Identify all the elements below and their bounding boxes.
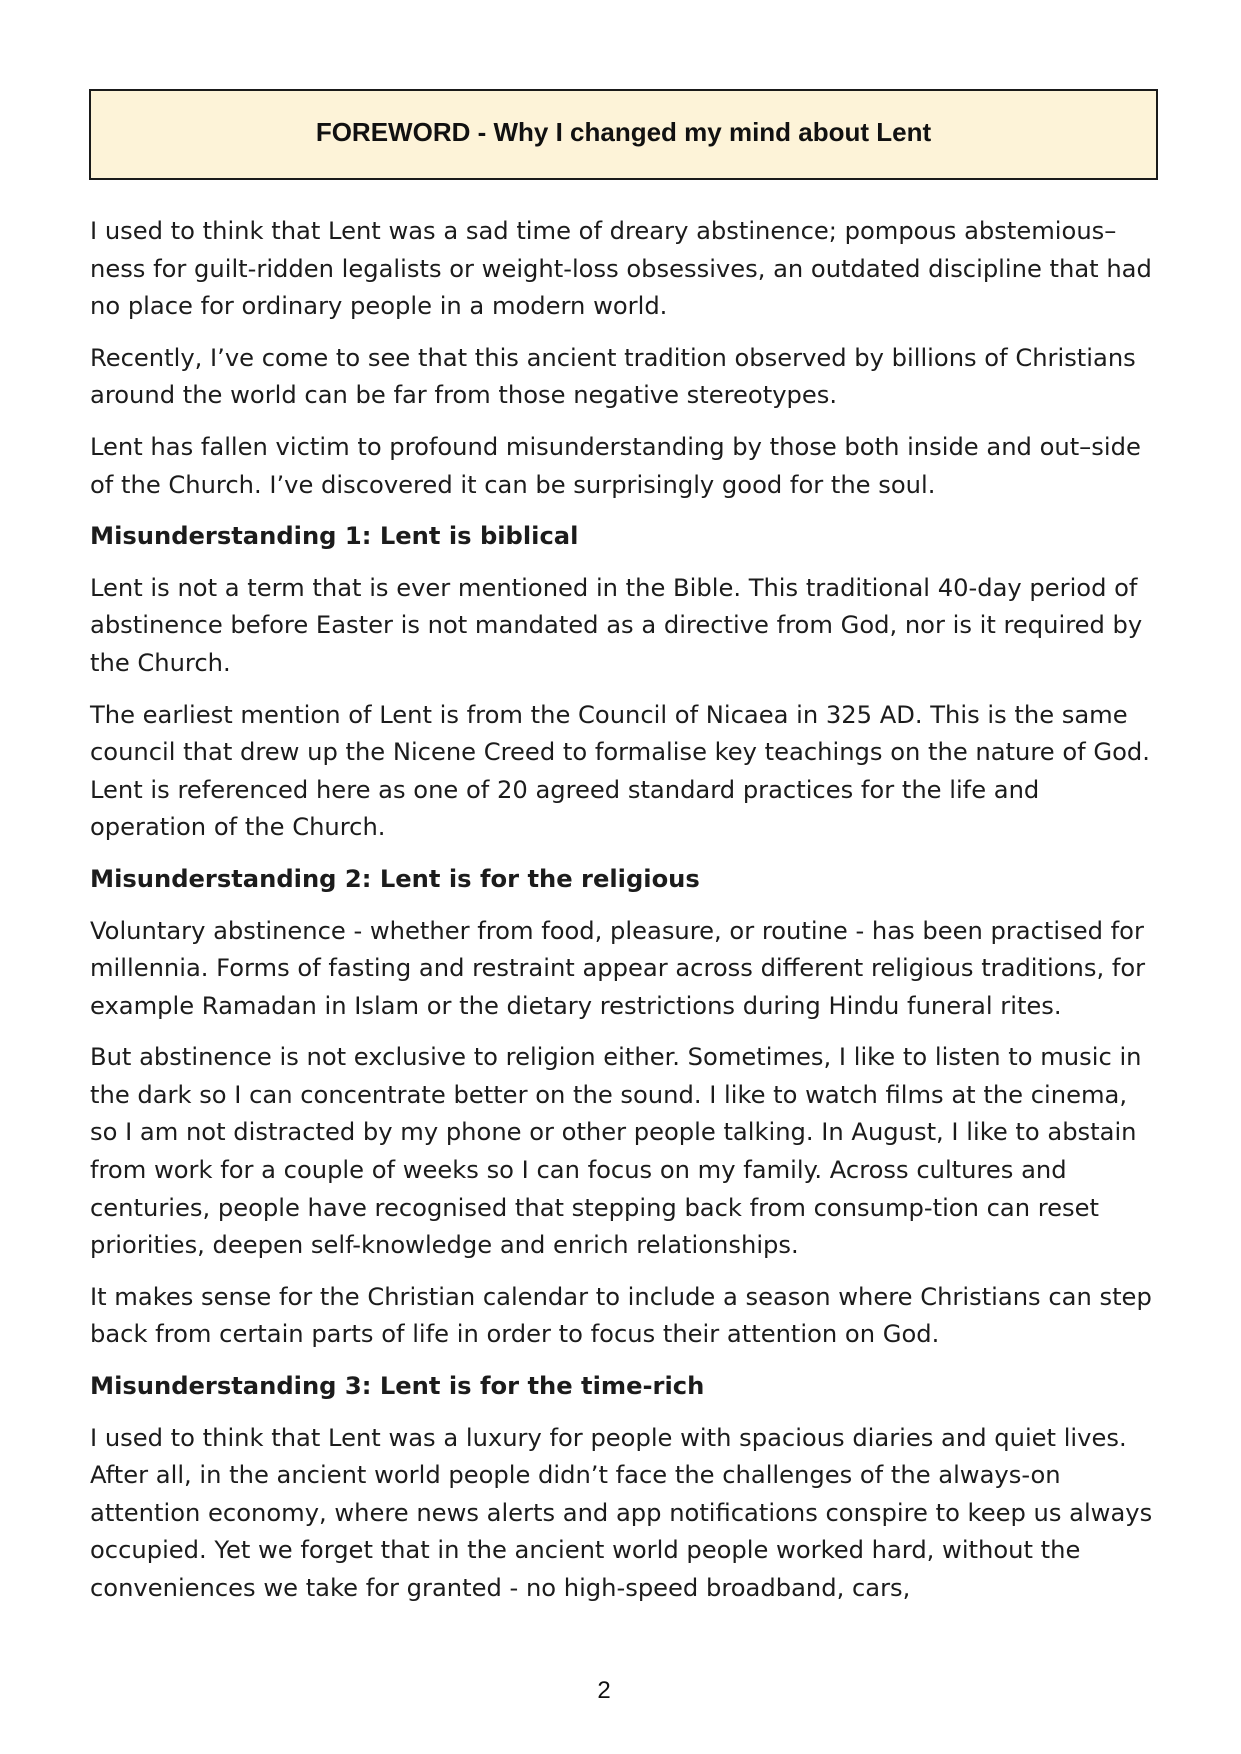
paragraph: Lent has fallen victim to profound misunderstanding by those both inside and out–side of the Church. I’ve discovered it can be surprisingly good for the soul. [90, 432, 1141, 499]
paragraph: I used to think that Lent was a luxury for people with spacious diaries and quiet lives. After all, in the ancient world people didn’t face the challenges of the always-on attention economy, where news alerts and app notifications conspire to keep us always occupied. Yet we forget that in the ancient world people worked hard, without the conveniences we take for granted - no high-speed broadband, cars, [90, 1423, 1153, 1602]
paragraph: Recently, I’ve come to see that this ancient tradition observed by billions of Christians around the world can be far from those negative stereotypes. [90, 343, 1136, 410]
page-title: FOREWORD - Why I changed my mind about Lent [315, 117, 932, 147]
section-heading: Misunderstanding 3: Lent is for the time-rich [90, 1372, 705, 1401]
paragraph: Lent is not a term that is ever mentioned in the Bible. This traditional 40-day period of abstinence before Easter is not mandated as a directive from God, nor is it required by the Church. [90, 573, 1143, 677]
paragraph: It makes sense for the Christian calendar to include a season where Christians can step back from certain parts of life in order to focus their attention on God. [90, 1282, 1152, 1349]
paragraph: Voluntary abstinence - whether from food, pleasure, or routine - has been practised for millennia. Forms of fasting and restraint appear across different religious traditions, for example Ramadan in Islam or the dietary restrictions during Hindu funeral rites. [90, 916, 1146, 1020]
paragraph: I used to think that Lent was a sad time of dreary abstinence; pompous abstemious–ness for guilt-ridden legalists or weight-loss obsessives, an outdated discipline that had no place for ordinary people in a modern world. [90, 217, 1152, 321]
body-text [90, 213, 1160, 1622]
paragraph: But abstinence is not exclusive to religion either. Sometimes, I like to listen to music in the dark so I can concentrate better on the sound. I like to watch films at the cinema, so I am not distracted by my phone or other people talking. In August, I like to abstain from work for a couple of weeks so I can focus on my family. Across cultures and centuries, people have recognised that stepping back from consump-tion can reset priorities, deepen self-knowledge and enrich relationships. [90, 1043, 1142, 1260]
section-heading: Misunderstanding 2: Lent is for the religious [90, 864, 700, 893]
foreword-header-box [89, 89, 1158, 180]
paragraph: The earliest mention of Lent is from the Council of Nicaea in 325 AD. This is the same council that drew up the Nicene Creed to formalise key teachings on the nature of God. Lent is referenced here as one of 20 agreed standard practices for the life and operation of the Church. [90, 700, 1150, 842]
section-heading: Misunderstanding 1: Lent is biblical [90, 522, 579, 551]
page-number: 2 [597, 1677, 611, 1704]
